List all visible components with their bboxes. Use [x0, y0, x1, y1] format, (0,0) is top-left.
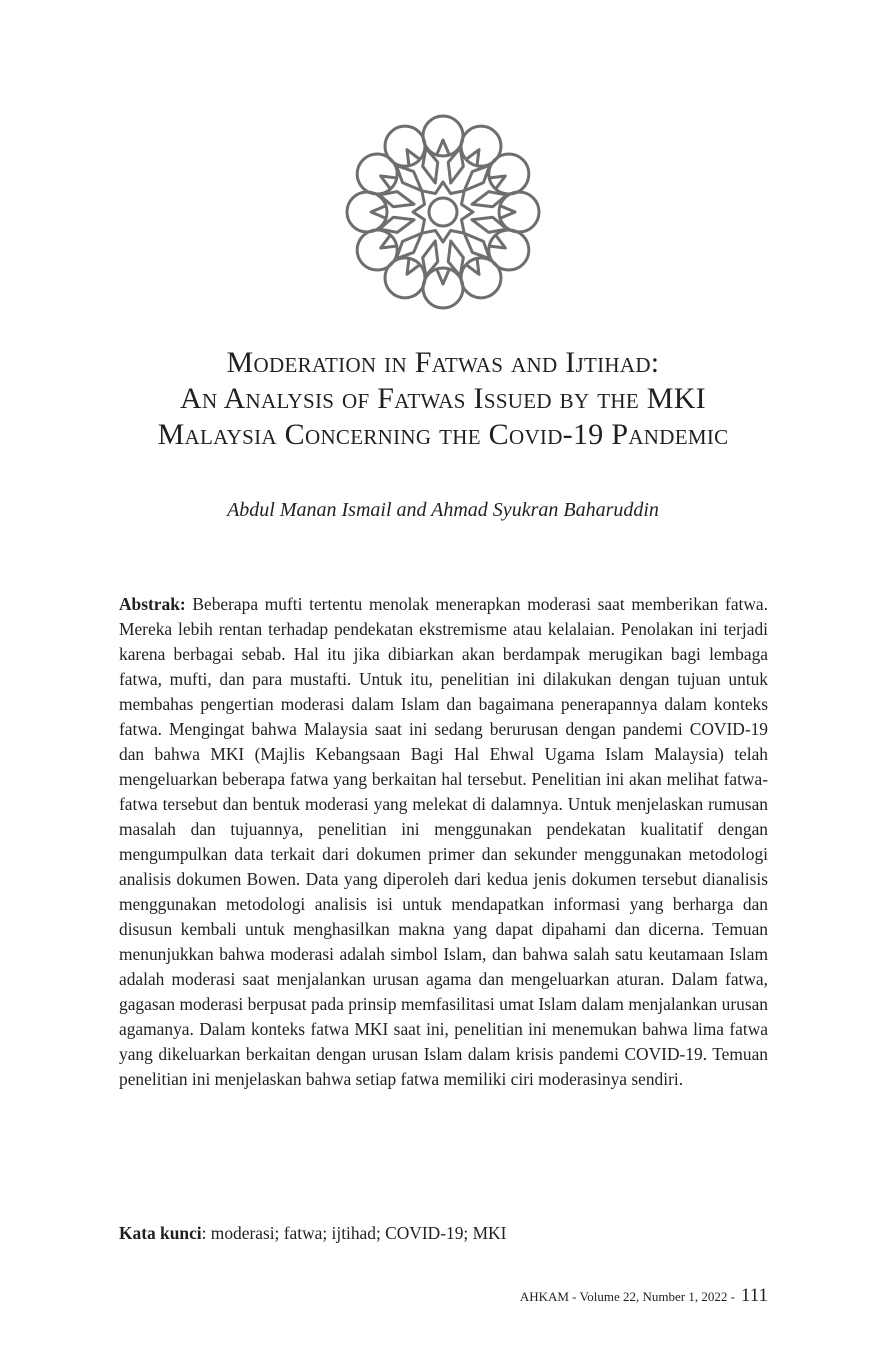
page-footer	[520, 1284, 768, 1309]
author-names: Abdul Manan Ismail and Ahmad Syukran Baharuddin	[227, 499, 659, 521]
keywords-line	[119, 1221, 768, 1246]
article-title	[60, 345, 826, 453]
keywords-text: : moderasi; fatwa; ijtihad; COVID-19; MKI	[201, 1223, 507, 1243]
title-line-2: An Analysis of Fatwas Issued by the MKI	[180, 382, 706, 415]
ornament-icon	[343, 112, 543, 312]
abstract-text: Beberapa mufti tertentu menolak menerapkan moderasi saat memberikan fatwa. Mereka lebih rentan terhadap pendekatan ekstremisme atau kelalaian. Penolakan ini terjadi karena berbagai sebab. Hal itu jika dibiarkan akan berdampak merugikan bagi lembaga fatwa, mufti, dan para mustafti. Untuk itu, penelitian ini dilakukan dengan tujuan untuk membahas pengertian moderasi dalam Islam dan bagaimana penerapannya dalam konteks fatwa. Mengingat bahwa Malaysia saat ini sedang berurusan dengan pandemi COVID-19 dan bahwa MKI (Majlis Kebangsaan Bagi Hal Ehwal Ugama Islam Malaysia) telah mengeluarkan beberapa fatwa yang berkaitan hal tersebut. Penelitian ini akan melihat fatwa-fatwa tersebut dan bentuk moderasi yang melekat di dalamnya. Untuk menjelaskan rumusan masalah dan tujuannya, penelitian ini menggunakan pendekatan kualitatif dengan mengumpulkan data terkait dari dokumen primer dan sekunder menggunakan metodologi analisis dokumen Bowen. Data yang diperoleh dari kedua jenis dokumen tersebut dianalisis menggunakan metodologi analisis isi untuk mendapatkan informasi yang berharga dan disusun kembali untuk menghasilkan makna yang dapat dipahami dan dicerna. Temuan menunjukkan bahwa moderasi adalah simbol Islam, dan bahwa salah satu keutamaan Islam adalah moderasi saat menjalankan urusan agama dan mengeluarkan aturan. Dalam fatwa, gagasan moderasi berpusat pada prinsip memfasilitasi umat Islam dalam menjalankan urusan agamanya. Dalam konteks fatwa MKI saat ini, penelitian ini menemukan bahwa lima fatwa yang dikeluarkan berkaitan dengan urusan Islam dalam krisis pandemi COVID-19. Temuan penelitian ini menjelaskan bahwa setiap fatwa memiliki ciri moderasinya sendiri.	[119, 594, 768, 1089]
abstract-label: Abstrak:	[119, 594, 186, 614]
journal-citation: AHKAM - Volume 22, Number 1, 2022 -	[519, 1289, 735, 1304]
title-line-3: Malaysia Concerning the Covid-19 Pandemic	[157, 418, 729, 451]
title-line-1: Moderation in Fatwas and Ijtihad:	[226, 346, 660, 379]
keywords-label: Kata kunci	[119, 1223, 202, 1243]
page-number: 111	[740, 1285, 768, 1306]
abstract-paragraph	[119, 592, 768, 1092]
